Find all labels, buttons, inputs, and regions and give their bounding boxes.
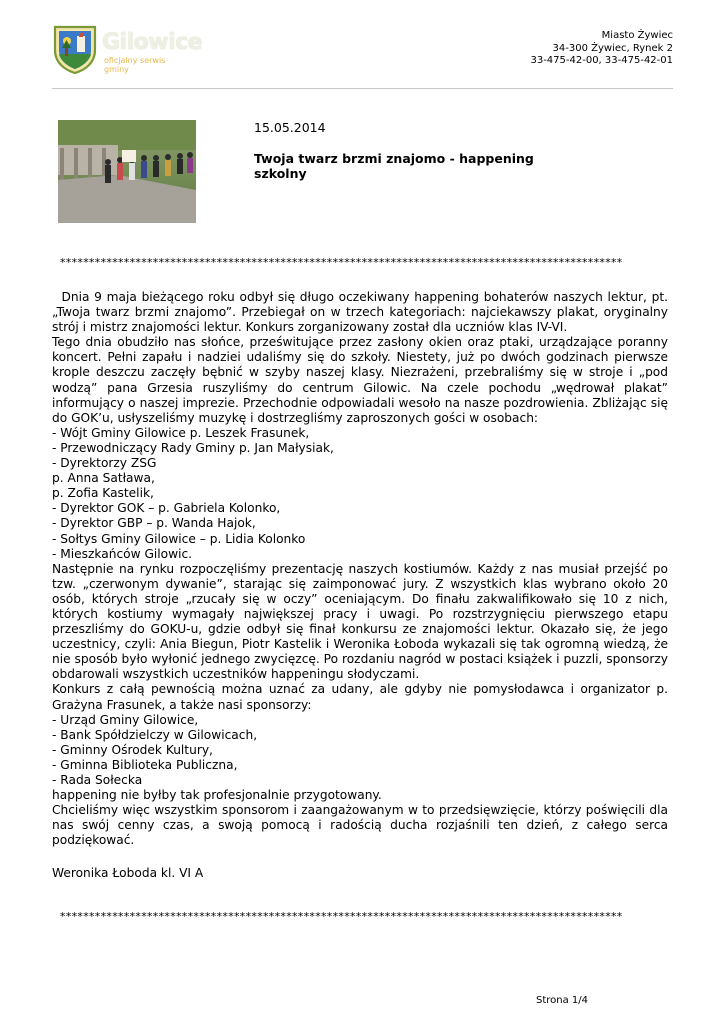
list-item: - Dyrektorzy ZSG <box>52 456 157 471</box>
article-photo[interactable] <box>58 120 196 223</box>
site-logo[interactable] <box>52 24 203 76</box>
list-item: - Gminna Biblioteka Publiczna, <box>52 757 238 772</box>
page-number: Strona 1/4 <box>535 995 588 1006</box>
list-item: - Mieszkańców Gilowic. <box>52 546 193 561</box>
list-item: p. Anna Satława, <box>52 471 155 486</box>
coat-of-arms-icon <box>52 24 98 74</box>
list-item: - Bank Spółdzielczy w Gilowicach, <box>52 727 258 742</box>
parade-photo-image <box>58 120 196 223</box>
address-street: 34-300 Żywiec, Rynek 2 <box>552 42 673 54</box>
paragraph: Chcieliśmy więc wszystkim sponsorom i zaangażowanym w to przedsięwzięcie, którzy poświęcili dla nas swój cenny czas, a swoją pomocą i radością ducha rozjaśnili ten dzień, z całego serca podziękować. <box>52 803 668 848</box>
separator-bottom: ************************************************************************************************* <box>60 910 623 923</box>
paragraph: Tego dnia obudziło nas słońce, prześwitujące przez zasłony okien oraz ptaki, urządzające poranny koncert. Pełni zapału i nadziei udaliśmy się do szkoły. Niestety, już po dwóch godzinach pierwsze krople deszczu zaczęły bębnić w szyby naszej klasy. Niezrażeni, przebraliśmy się w stroje i „pod wodzą” pana Grzesia ruszyliśmy do centrum Gilowic. Na czele pochodu „wędrował plakat” informujący o naszej imprezie. Przechodnie odpowiadali wesoło na nasze pozdrowienia. Zbliżając się do GOK’u, usłyszeliśmy muzykę i dostrzegliśmy zaproszonych gości w osobach: <box>52 335 668 425</box>
list-item: - Gminny Ośrodek Kultury, <box>52 742 213 757</box>
list-item: - Dyrektor GOK – p. Gabriela Kolonko, <box>52 501 281 516</box>
list-item: - Sołtys Gminy Gilowice – p. Lidia Kolonko <box>52 531 306 546</box>
logo-subtitle: oficjalny serwis gminy <box>104 56 166 74</box>
article-body <box>52 290 672 848</box>
article-date: 15.05.2014 <box>254 120 326 135</box>
paragraph: Konkurs z całą pewnością można uznać za udany, ale gdyby nie pomysłodawca i organizator p. Grażyna Frasunek, a także nasi sponsorzy: <box>52 682 668 712</box>
address-phone: 33-475-42-00, 33-475-42-01 <box>530 55 673 66</box>
logo-text: Gilowice <box>102 30 203 55</box>
list-item: - Wójt Gminy Gilowice p. Leszek Frasunek, <box>52 425 310 440</box>
paragraph: Następnie na rynku rozpoczęliśmy prezentację naszych kostiumów. Każdy z nas musiał przejść po tzw. „czerwonym dywanie”, starając się zaimponować jury. Z wszystkich klas wybrano około 20 osób, których stroje „rzucały się w oczy” oceniającym. Do finału zakwalifikowało się 10 z nich, których kostiumy wymagały największej pracy i uwagi. Po rozstrzygnięciu pierwszego etapu przeszliśmy do GOKU-u, gdzie odbył się finał konkursu ze znajomości lektur. Okazało się, że jego uczestnicy, czyli: Ania Biegun, Piotr Kastelik i Weronika Łoboda wykazali się tak ogromną wiedzą, że nie sposób było wyłonić jednego zwycięzcę. Po rozdaniu nagród w postaci książek i puzzli, sponsorzy obdarowali wszystkich uczestników happeningu słodyczami. <box>52 561 668 682</box>
separator-top: ************************************************************************************************* <box>60 256 623 269</box>
paragraph: happening nie byłby tak profesjonalnie przygotowany. <box>52 788 382 803</box>
list-item: - Urząd Gminy Gilowice, <box>52 712 199 727</box>
list-item: - Przewodniczący Rady Gminy p. Jan Małysiak, <box>52 440 334 455</box>
address-city: Miasto Żywiec <box>601 30 673 41</box>
article-title[interactable]: Twoja twarz brzmi znajomo - happening szkolny <box>254 151 534 181</box>
list-item: - Dyrektor GBP – p. Wanda Hajok, <box>52 516 256 531</box>
list-item: - Rada Sołecka <box>52 773 143 787</box>
paragraph: Dnia 9 maja bieżącego roku odbył się długo oczekiwany happening bohaterów naszych lektur, pt. „Twoja twarz brzmi znajomo”. Przebiegał on w trzech kategoriach: najciekawszy plakat, oryginalny strój i mistrz znajomości lektur. Konkurs zorganizowany został dla uczniów klas IV-VI. <box>52 290 672 335</box>
header-divider <box>52 88 673 89</box>
article-signature: Weronika Łoboda kl. VI A <box>52 866 204 880</box>
list-item: p. Zofia Kastelik, <box>52 486 154 501</box>
contact-address <box>530 30 673 68</box>
article-meta <box>254 120 554 181</box>
